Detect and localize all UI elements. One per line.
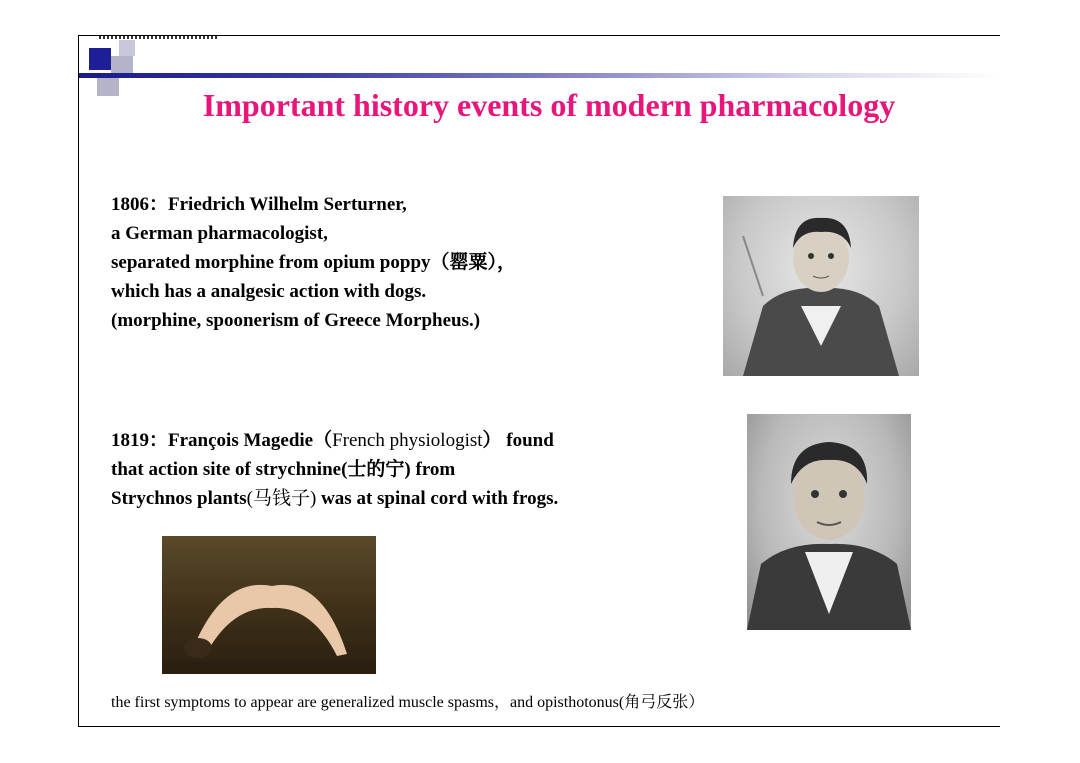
opisthotonus-painting <box>162 536 376 674</box>
slide-title: Important history events of modern pharmacology <box>202 87 896 123</box>
decor-square <box>89 48 111 70</box>
event-1819 <box>111 426 558 513</box>
header-decoration <box>99 36 219 39</box>
event-1819-line: 1819：François Magedie（French physiologist） found <box>111 430 554 451</box>
event-1806-line: a German pharmacologist, <box>111 223 328 244</box>
event-1806-line: which has a analgesic action with dogs. <box>111 281 427 302</box>
header-gradient-bar <box>79 73 1001 78</box>
event-1819-line: Strychnos plants(马钱子) was at spinal cord with frogs. <box>111 488 559 509</box>
event-1819-line: that action site of strychnine(士的宁) from <box>111 459 456 480</box>
magendie-portrait <box>747 414 911 630</box>
event-1806-line: separated morphine from opium poppy（罂粟）， <box>111 252 517 273</box>
event-1806 <box>111 190 516 335</box>
event-1806-line: (morphine, spoonerism of Greece Morpheus.) <box>111 310 481 331</box>
decor-square <box>119 40 135 56</box>
event-1806-line: 1806：Friedrich Wilhelm Serturner, <box>111 194 407 215</box>
caption: the first symptoms to appear are generalized muscle spasms，and opisthotonus(角弓反张） <box>111 694 705 711</box>
slide <box>78 35 1000 727</box>
serturner-portrait <box>723 196 919 376</box>
